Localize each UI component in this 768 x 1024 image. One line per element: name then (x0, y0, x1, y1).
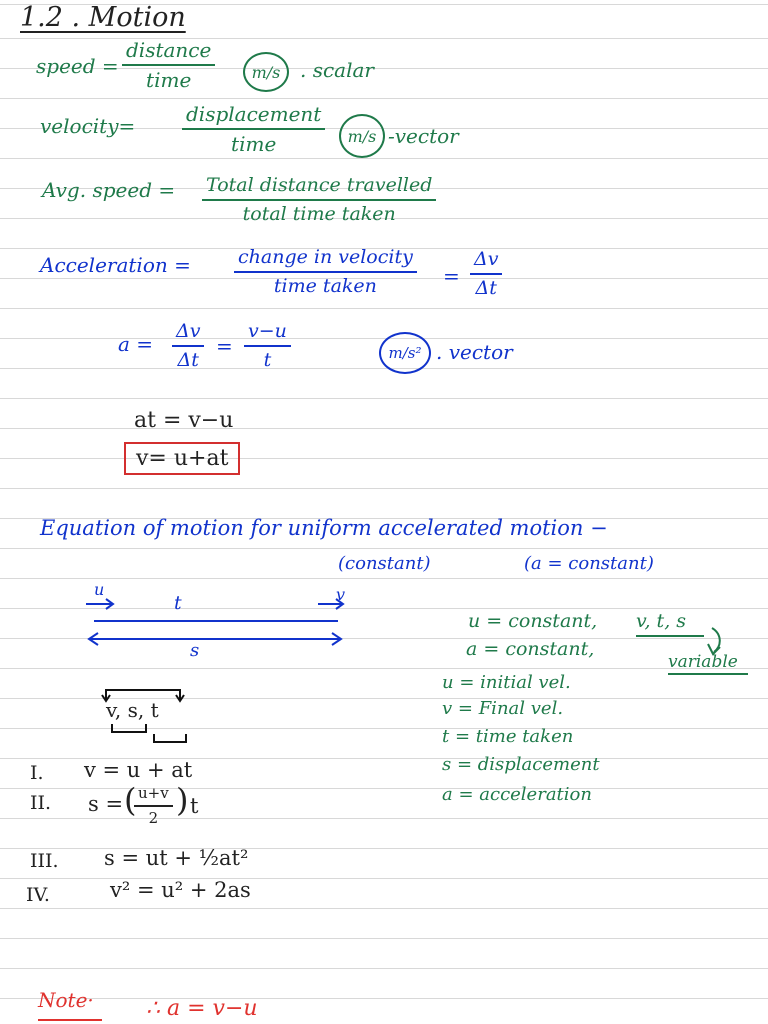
a-formula-unit: m/s² (388, 344, 422, 362)
note-text: ∴ a = v−u (146, 996, 258, 1021)
speed-kind: . scalar (300, 58, 374, 82)
a-formula-v-minus-u: v−u (244, 322, 291, 347)
eq-4-number: IV. (26, 884, 50, 906)
note-label: Note· (38, 988, 94, 1012)
diagram-s-label: s (190, 640, 200, 661)
variable-label: variable (668, 652, 738, 672)
def-time-taken: t = time taken (442, 726, 574, 747)
a-constant-note: (a = constant) (524, 553, 654, 574)
constant-note: (constant) (338, 553, 431, 574)
speed-lhs: speed = (36, 54, 119, 78)
speed-denominator: time (146, 68, 192, 92)
vts-variables: v, t, s (636, 610, 687, 632)
def-final-velocity: v = Final vel. (442, 698, 564, 719)
avg-speed-lhs: Avg. speed = (42, 178, 176, 202)
eq-2-numerator: u+v (134, 786, 173, 807)
def-initial-velocity: u = initial vel. (442, 672, 571, 693)
avg-speed-numerator: Total distance travelled (202, 176, 436, 201)
speed-unit: m/s (251, 62, 281, 82)
vst-bottom-left-bracket (112, 724, 146, 732)
a-formula-delta-t: Δt (177, 349, 199, 371)
a-formula-t: t (263, 349, 272, 371)
vst-bottom-right-bracket (154, 734, 186, 742)
acceleration-denominator: time taken (273, 275, 377, 297)
page-title: 1.2 . Motion (20, 2, 186, 33)
diagram-u-label: u (94, 580, 105, 599)
eq-2-number: II. (30, 792, 52, 814)
at-equation: at = v−u (134, 408, 234, 433)
acceleration-delta-v: Δv (470, 250, 502, 275)
eq-2-left-paren: ( (124, 781, 137, 819)
avg-speed-denominator: total time taken (242, 203, 396, 225)
a-formula-lhs: a = (118, 332, 154, 356)
a-formula-equals: = (216, 334, 233, 358)
a-formula-kind: . vector (436, 340, 513, 364)
velocity-kind: -vector (388, 124, 459, 148)
eq-1-number: I. (30, 762, 44, 784)
velocity-lhs: velocity= (40, 114, 136, 138)
eq-2-right-paren: ) (176, 781, 189, 819)
a-formula-delta-v: Δv (172, 322, 204, 347)
vst-label: v, s, t (106, 698, 159, 722)
acceleration-numerator: change in velocity (234, 248, 417, 273)
def-acceleration: a = acceleration (442, 784, 592, 805)
eq-1: v = u + at (84, 758, 193, 782)
eq-3: s = ut + ½at² (104, 846, 249, 870)
u-constant: u = constant, (468, 610, 598, 632)
diagram-t-label: t (174, 592, 182, 614)
eq-2-rhs: t (190, 794, 199, 818)
eom-heading: Equation of motion for uniform accelerated motion − (40, 516, 608, 540)
speed-numerator: distance (122, 40, 215, 66)
velocity-numerator: displacement (182, 104, 325, 130)
acceleration-equals: = (443, 264, 460, 288)
diagram-v-label: v (336, 585, 346, 604)
velocity-denominator: time (231, 132, 277, 156)
eq-3-number: III. (30, 850, 59, 872)
eq-4: v² = u² + 2as (110, 878, 251, 902)
def-displacement: s = displacement (442, 754, 600, 775)
acceleration-lhs: Acceleration = (40, 253, 191, 277)
eq-2-denominator: 2 (148, 809, 159, 827)
a-constant: a = constant, (466, 638, 595, 660)
velocity-unit: m/s (347, 126, 377, 146)
boxed-equation: v= u+at (124, 442, 240, 475)
eq-2-lhs: s = (88, 792, 124, 816)
eq-2-fraction (134, 786, 173, 826)
acceleration-delta-t: Δt (475, 277, 497, 299)
